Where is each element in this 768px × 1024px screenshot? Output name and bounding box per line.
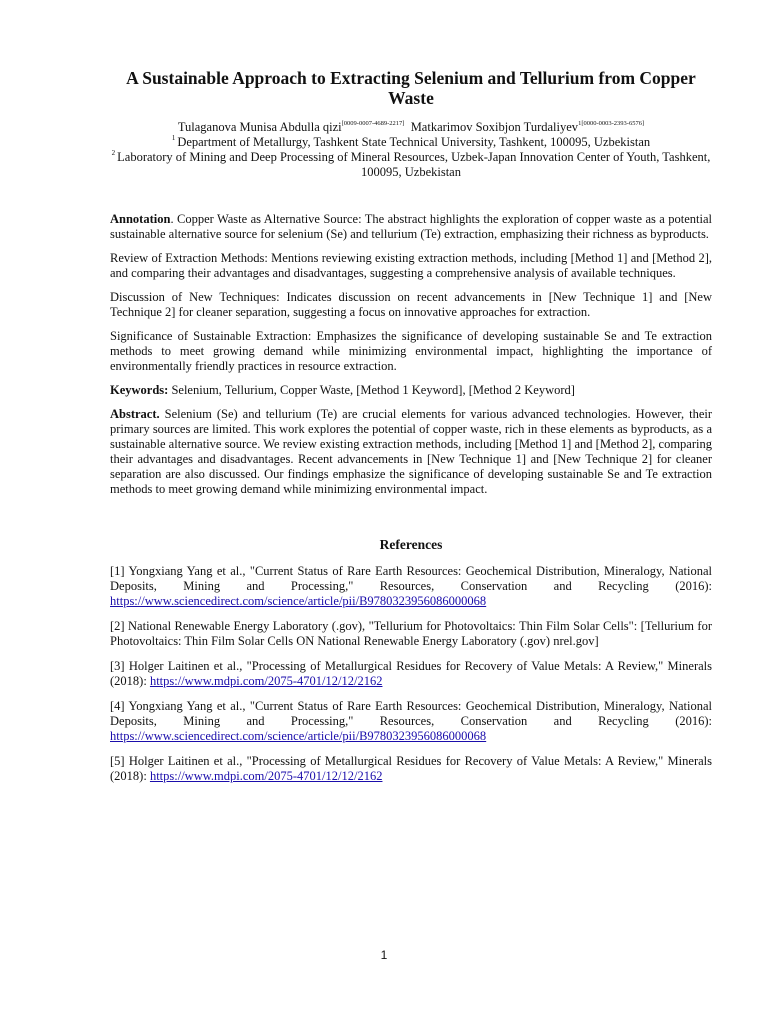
reference-link[interactable]: https://www.sciencedirect.com/science/article/pii/B9780323956086000068	[110, 729, 487, 743]
reference-text: [2] National Renewable Energy Laboratory (.gov), "Tellurium for Photovoltaics: Thin Film Solar Cells": [Tellurium for Photovoltaics: Thin Film Solar Cells ON National Renewable Energy Laboratory (.gov) nrel.gov]	[110, 619, 712, 648]
abstract-label: Abstract.	[110, 407, 160, 421]
annotation-text: . Copper Waste as Alternative Source: The abstract highlights the exploration of copper waste as a potential sustainable alternative source for selenium (Se) and tellurium (Te) extraction, emphasizing their richness as byproducts.	[110, 212, 712, 241]
references-heading: References	[379, 537, 443, 552]
body-paragraph: Review of Extraction Methods: Mentions reviewing existing extraction methods, including [Method 1] and [Method 2], and comparing their advantages and disadvantages, suggesting a comprehensive analysis of available techniques.	[110, 251, 712, 280]
page-number: 1	[380, 948, 388, 962]
reference-link[interactable]: https://www.mdpi.com/2075-4701/12/12/2162	[149, 769, 383, 783]
references-list	[110, 564, 712, 784]
reference-link[interactable]: https://www.sciencedirect.com/science/article/pii/B9780323956086000068	[110, 594, 487, 608]
annotation-paragraph	[110, 212, 712, 242]
reference-item	[110, 619, 712, 649]
body-paragraph: Discussion of New Techniques: Indicates discussion on recent advancements in [New Technique 1] and [New Technique 2] for cleaner separation, suggesting a focus on innovative approaches for extraction.	[110, 290, 712, 319]
keywords-text: Selenium, Tellurium, Copper Waste, [Method 1 Keyword], [Method 2 Keyword]	[168, 383, 575, 397]
author-name: Matkarimov Soxibjon Turdaliyev	[410, 120, 579, 134]
author-line	[110, 120, 712, 135]
reference-item	[110, 564, 712, 609]
abstract-text: Selenium (Se) and tellurium (Te) are crucial elements for various advanced technologies. However, their primary sources are limited. This work explores the potential of copper waste, rich in these elements as byproducts, as a sustainable alternative source. We review existing extraction methods, including [Method 1] and [Method 2], comparing their advantages and disadvantages. Recent advancements in [New Technique 1] and [New Technique 2] for cleaner separation are also discussed. Our findings emphasize the significance of developing sustainable Se and Te extraction methods to meet growing demand while minimizing environmental impact.	[110, 407, 712, 496]
paper-title: A Sustainable Approach to Extracting Selenium and Tellurium from Copper Waste	[126, 68, 696, 108]
affiliation-text: Laboratory of Mining and Deep Processing of Mineral Resources, Uzbek-Japan Innovation Center of Youth, Tashkent, 100095, Uzbekistan	[117, 150, 711, 179]
reference-item	[110, 699, 712, 744]
author-orcid: [0009-0007-4689-2217]	[341, 120, 405, 127]
affiliation	[110, 150, 712, 180]
affiliation-mark: 2	[111, 149, 116, 157]
affiliation	[110, 135, 712, 150]
keywords-paragraph	[110, 383, 712, 398]
abstract-paragraph	[110, 407, 712, 497]
reference-item	[110, 659, 712, 689]
paper-page	[110, 68, 712, 794]
annotation-section	[110, 212, 712, 497]
author-name: Tulaganova Munisa Abdulla qizi	[177, 120, 342, 134]
affiliation-text: Department of Metallurgy, Tashkent State Technical University, Tashkent, 100095, Uzbekistan	[177, 135, 651, 149]
keywords-label: Keywords:	[110, 383, 169, 397]
author-orcid: 1[0000-0003-2393-6576]	[578, 120, 645, 127]
reference-text: [4] Yongxiang Yang et al., "Current Status of Rare Earth Resources: Geochemical Distribution, Mineralogy, National Deposits, Mining and Processing," Resources, Conservation and Recycling (2016):	[110, 699, 712, 728]
reference-item	[110, 754, 712, 784]
affiliation-mark: 1	[171, 134, 176, 142]
reference-text: [1] Yongxiang Yang et al., "Current Status of Rare Earth Resources: Geochemical Distribution, Mineralogy, National Deposits, Mining and Processing," Resources, Conservation and Recycling (2016):	[110, 564, 712, 593]
reference-link[interactable]: https://www.mdpi.com/2075-4701/12/12/2162	[149, 674, 383, 688]
reference-text: [3] Holger Laitinen et al., "Processing of Metallurgical Residues for Recovery of Value Metals: A Review," Minerals (2018):	[110, 659, 712, 688]
body-paragraph: Significance of Sustainable Extraction: Emphasizes the significance of developing sustainable Se and Te extraction methods to meet growing demand while minimizing environmental impact, highlighting the importance of environmentally friendly practices in resource extraction.	[110, 329, 712, 373]
annotation-label: Annotation	[110, 212, 171, 226]
reference-text: [5] Holger Laitinen et al., "Processing of Metallurgical Residues for Recovery of Value Metals: A Review," Minerals (2018):	[110, 754, 712, 783]
